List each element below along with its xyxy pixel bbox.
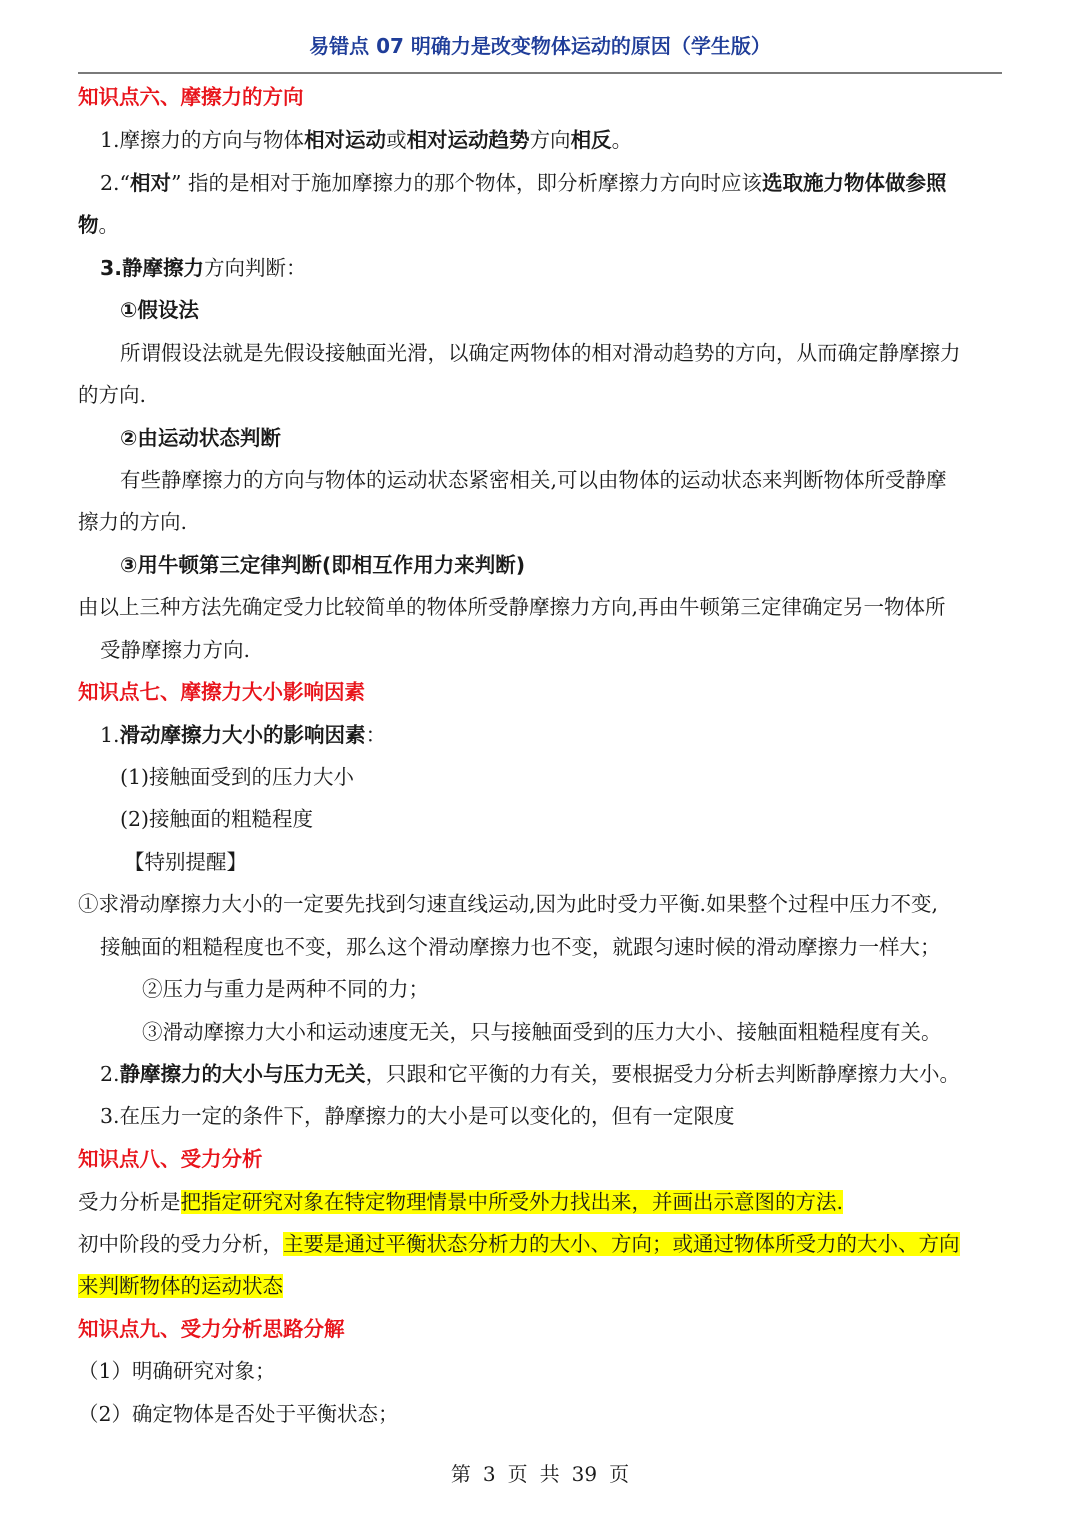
page-header-title: 易错点 07 明确力是改变物体运动的原因（学生版） <box>309 34 771 58</box>
section-heading-9: 知识点九、受力分析思路分解 <box>78 1317 345 1341</box>
special-note-title: 【特别提醒】 <box>124 850 247 874</box>
text: ： <box>365 723 387 747</box>
section-heading-8: 知识点八、受力分析 <box>78 1147 263 1171</box>
text: 。 <box>611 128 633 152</box>
section-heading-7: 知识点七、摩擦力大小影响因素 <box>78 680 365 704</box>
list-item-2: （2）确定物体是否处于平衡状态； <box>78 1402 399 1426</box>
paragraph-6-1 <box>100 125 632 155</box>
method-3-title: ③用牛顿第三定律判断(即相互作用力来判断) <box>120 553 526 577</box>
text: 2.“ <box>100 171 131 195</box>
footer-word: 共 <box>539 1462 560 1486</box>
paragraph-8-2-line1 <box>78 1229 960 1259</box>
text: 1.摩擦力的方向与物体 <box>100 128 305 152</box>
footer-word: 第 <box>450 1462 471 1486</box>
method-2-text-line1: 有些静摩擦力的方向与物体的运动状态紧密相关,可以由物体的运动状态来判断物体所受静摩 <box>120 468 947 492</box>
note-1-line1: ①求滑动摩擦力大小的一定要先找到匀速直线运动,因为此时受力平衡.如果整个过程中压力不变, <box>78 892 939 916</box>
total-pages-number: 39 <box>571 1462 598 1486</box>
paragraph-7-1 <box>100 720 386 750</box>
bold-text: 选取施力物体做参照 <box>762 171 947 195</box>
method-1-title: ①假设法 <box>120 298 199 322</box>
method-3-text-line1: 由以上三种方法先确定受力比较简单的物体所受静摩擦力方向,再由牛顿第三定律确定另一物体所 <box>78 595 946 619</box>
paragraph-6-2-line1 <box>100 168 947 198</box>
paragraph-8-2-line2 <box>78 1271 283 1301</box>
bold-text: 滑动摩擦力大小的影响因素 <box>119 723 366 747</box>
text: 初中阶段的受力分析， <box>78 1232 283 1256</box>
paragraph-6-2-line2 <box>78 210 119 240</box>
bold-text: 相对运动 <box>304 128 387 152</box>
text: 2. <box>100 1062 120 1086</box>
text: 方向判断： <box>204 256 307 280</box>
section-heading-6: 知识点六、摩擦力的方向 <box>78 85 304 109</box>
text: ” 指的是相对于施加摩擦力的那个物体，即分析摩擦力方向时应该 <box>171 171 763 195</box>
note-2: ②压力与重力是两种不同的力； <box>142 977 429 1001</box>
list-item-1: （1）明确研究对象； <box>78 1359 276 1383</box>
current-page-number: 3 <box>482 1462 496 1486</box>
text: 受力分析是 <box>78 1190 181 1214</box>
note-3: ③滑动摩擦力大小和运动速度无关，只与接触面受到的压力大小、接触面粗糙程度有关。 <box>142 1020 942 1044</box>
footer-word: 页 <box>609 1462 630 1486</box>
bold-text: 相对运动趋势 <box>406 128 530 152</box>
note-1-line2: 接触面的粗糙程度也不变，那么这个滑动摩擦力也不变，就跟匀速时候的滑动摩擦力一样大； <box>100 935 941 959</box>
bold-text: 静摩擦力的大小与压力无关 <box>119 1062 366 1086</box>
highlighted-text: 把指定研究对象在特定物理情景中所受外力找出来，并画出示意图的方法. <box>180 1190 844 1214</box>
bold-text: 3.静摩擦力 <box>100 256 205 280</box>
method-1-text-line1: 所谓假设法就是先假设接触面光滑，以确定两物体的相对滑动趋势的方向，从而确定静摩擦力 <box>120 341 961 365</box>
page-footer <box>0 1458 1080 1487</box>
highlighted-text: 来判断物体的运动状态 <box>78 1274 283 1298</box>
highlighted-text: 主要是通过平衡状态分析力的大小、方向；或通过物体所受力的大小、方向 <box>283 1232 960 1256</box>
paragraph-7-3: 3.在压力一定的条件下，静摩擦力的大小是可以变化的，但有一定限度 <box>100 1104 735 1128</box>
header-divider <box>78 72 1002 74</box>
method-3-text-line2: 受静摩擦力方向. <box>100 638 251 662</box>
paragraph-8-1 <box>78 1187 843 1217</box>
footer-word: 页 <box>507 1462 528 1486</box>
text: 。 <box>98 213 119 237</box>
bold-text: 物 <box>78 213 99 237</box>
text: 方向 <box>529 128 571 152</box>
factor-1: (1)接触面受到的压力大小 <box>120 765 355 789</box>
bold-text: 相对 <box>130 171 172 195</box>
method-1-text-line2: 的方向. <box>78 383 147 407</box>
method-2-title: ②由运动状态判断 <box>120 426 281 450</box>
paragraph-7-2 <box>100 1059 960 1089</box>
method-2-text-line2: 擦力的方向. <box>78 510 188 534</box>
text: ，只跟和它平衡的力有关，要根据受力分析去判断静摩擦力大小。 <box>365 1062 961 1086</box>
bold-text: 相反 <box>570 128 612 152</box>
factor-2: (2)接触面的粗糙程度 <box>120 807 314 831</box>
text: 或 <box>386 128 407 152</box>
text: 1. <box>100 723 120 747</box>
paragraph-6-3 <box>100 253 307 283</box>
